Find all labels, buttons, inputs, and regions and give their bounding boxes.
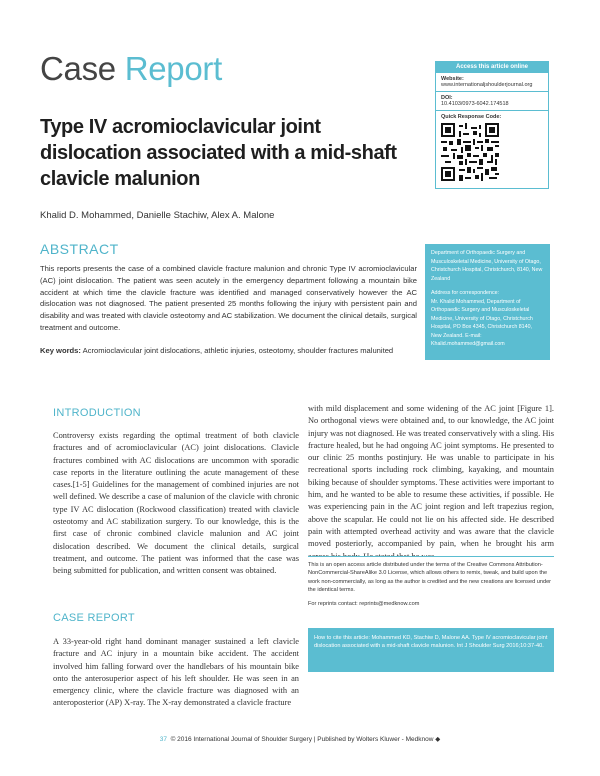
report-word: Report [124,50,222,87]
correspondence-label: Address for correspondence: [431,290,500,296]
qr-code-icon[interactable] [441,123,499,181]
access-online-box [435,61,549,189]
correspondence-text: Mr. Khalid Mohammed, Department of Orthopaedic Surgery and Musculoskeletal Medicine, University of Otago, Christchurch Hospital, PO Box 4345, Christchurch 8140, New Zealand. E-mail: Khalid.mohammed@gmail.com [431,298,533,347]
doi-label: DOI: [441,95,453,101]
diamond-icon: ◆ [435,736,441,743]
article-title: Type IV acromioclavicular joint dislocation associated with a mid-shaft clavicle malunion [40,116,397,190]
authors: Khalid D. Mohammed, Danielle Stachiw, Alex A. Malone [40,210,275,221]
abstract-heading: ABSTRACT [40,241,119,257]
keywords-list: Acromioclavicular joint dislocations, athletic injuries, osteotomy, shoulder fractures malunited [82,346,394,355]
website-label: Website: [441,76,464,82]
qr-label: Quick Response Code: [441,114,502,120]
doi-row [436,91,548,110]
keywords [40,345,417,356]
qr-row [436,110,548,188]
case-report-paragraph: A 33-year-old right hand dominant manager sustained a left clavicle fracture and AC injury in a mountain bike accident. The accident involved him falling forward over the handlebars of his mountain bike onto the anterosuperior aspect of his left shoulder. He was seen in an emergency clinic, where the clavicle fracture was diagnosed with an anteroposterior (AP) X-ray. The X-ray demonstrated a clavicle fracture [53,637,299,708]
page-number: 37 [159,736,167,743]
affiliation-sidebar [425,244,550,360]
article-type-label [40,50,222,88]
right-column-paragraph: with mild displacement and some widening of the AC joint [Figure 1]. No orthogonal views were obtained and, to our knowledge, the AC joint injury was not diagnosed. He was treated conservatively with a sling. His fracture healed, but he had ongoing AC joint symptoms. He presented to our clinic 25 months postinjury. He was unable to participate in his recreational sports including rock climbing, kayaking, and mountain biking because of shoulder symptoms. These activities were important to him, and he wanted to be able to resume these activities, if possible. He was experiencing pain in the AC joint region and left trapezius region, above the scapular. He could not lie on his affected side. He described pain with attempted overhead activity and was aware that the clavicle moved posteriorly, accompanied by pain, when he brought his arm [308,404,554,549]
case-word: Case [40,50,116,87]
doi-value[interactable]: 10.4103/0973-6042.174518 [441,101,509,107]
citation-box: How to cite this article: Mohammed KD, Stachiw D, Malone AA. Type IV acromioclavicular joint dislocation associated with a mid-shaft clavicle malunion. Int J Shoulder Surg 2016;10:37-40. [308,628,554,672]
introduction-text [53,430,299,578]
website-link[interactable]: www.internationaljshoulderjournal.org [441,82,533,88]
keywords-label: Key words: [40,346,81,355]
website-row [436,72,548,91]
introduction-paragraph: Controversy exists regarding the optimal treatment of both clavicle fractures and of acromioclavicular (AC) joint dislocations. Clavicle fractures combined with AC dislocations are uncommon with sporadic case reports in the literature outlining the acute management of these cases.[1-5] Guidelines for the management of combined injuries are not well defined. We describe a case of malunion of the clavicle with chronic type IV AC dislocation (Rockwood classification) treated with clavicle osteotomy and AC stabilization surgery. To our knowledge, this is the first case of chronic combined clavicle malunion and AC joint dislocation described. We document the clinical details, surgical treatment, and outcome. The patient was informed that the case was being submitted for publication, and written consent was obtained. [53,431,299,576]
affiliation-dept: Department of Orthopaedic Surgery and Musculoskeletal Medicine, University of Otago, Christchurch Hospital, Christchurch, 8140, New Zealand [431,250,543,282]
right-column-text [308,403,554,563]
page-footer [0,735,600,743]
abstract-text: This reports presents the case of a combined clavicle fracture malunion and chronic Type IV acromioclavicular (AC) joint dislocation. The patient was seen acutely in the emergency department following a mountain bike accident at which time the clavicle fracture was identified and managed conservatively however the AC dislocation was not diagnosed. The patient presented 25 months following the injury with persistent pain and disability and was treated with clavicle osteotomy and AC stabilization. We document the clinical details, surgical treatment and outcome. [40,264,417,332]
footer-text: © 2016 International Journal of Shoulder Surgery | Published by Wolters Kluwer - Medknow [170,736,434,743]
access-heading: Access this article online [436,62,548,72]
case-report-heading: CASE REPORT [53,612,135,624]
license-text: This is an open access article distributed under the terms of the Creative Commons Attribution-NonCommercial-ShareAlike 3.0 License, which allows others to remix, tweak, and build upon the work non-commercially, as long as the author is credited and the new creations are licensed under the identical terms. [308,562,552,594]
license-box [308,556,554,613]
reprints-text: For reprints contact: reprints@medknow.com [308,600,420,607]
introduction-heading: INTRODUCTION [53,407,141,419]
case-report-text [53,636,299,710]
